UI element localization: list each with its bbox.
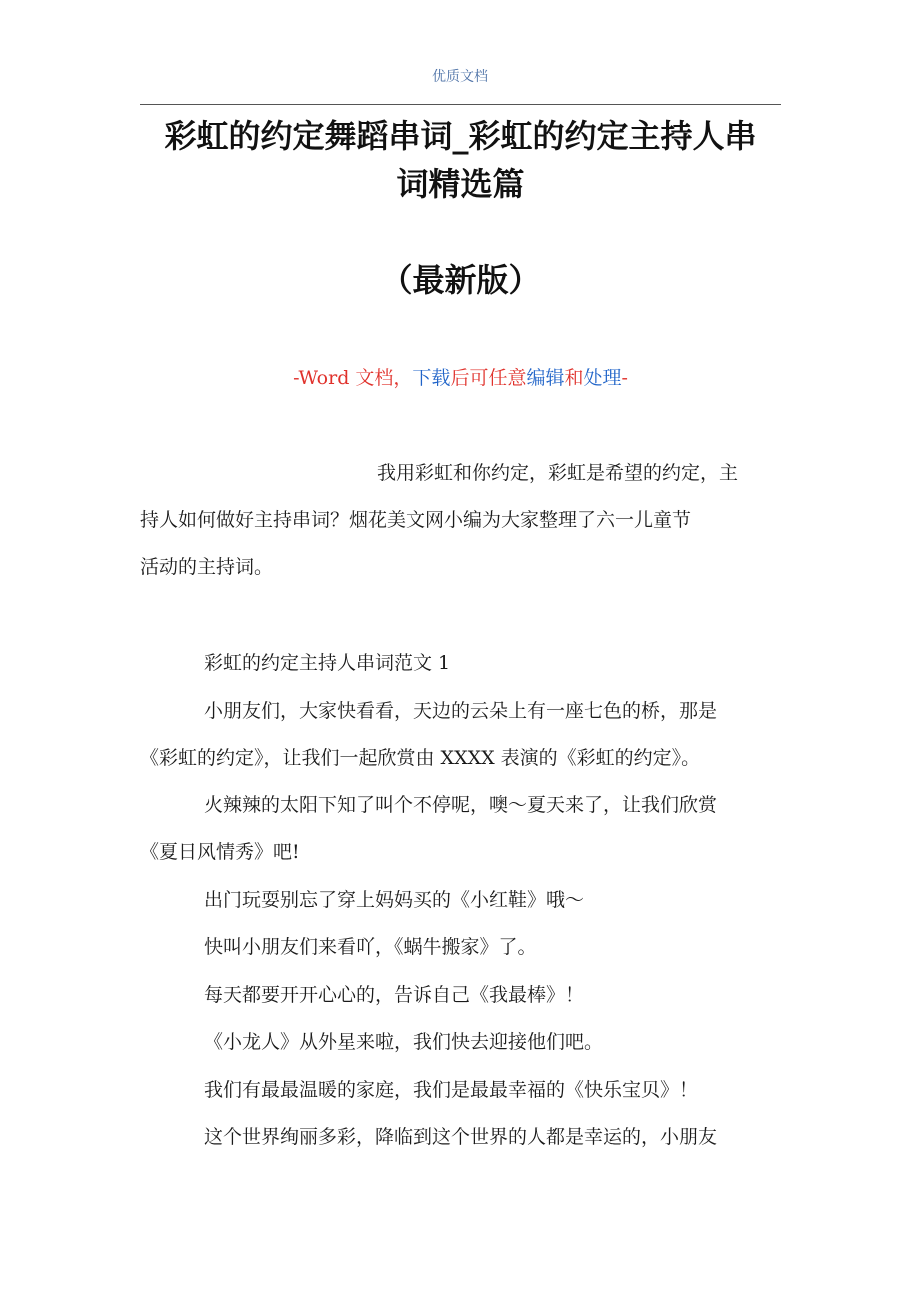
paragraph-line: 快叫小朋友们来看吖，《蜗牛搬家》了。 [204, 936, 537, 958]
intro-line-1: 我用彩虹和你约定，彩虹是希望的约定，主 [377, 462, 739, 484]
header-label: 优质文档 [432, 69, 488, 85]
title-line-1: 彩虹的约定舞蹈串词_彩虹的约定主持人串 [164, 117, 757, 155]
word-document-note [140, 364, 781, 392]
paragraph-line: 《夏日风情秀》吧! [140, 841, 300, 863]
paragraph-line: 《小龙人》从外星来啦，我们快去迎接他们吧。 [204, 1031, 604, 1053]
word-note-segment: 和 [564, 367, 584, 389]
paragraph-line: 小朋友们，大家快看看，天边的云朵上有一座七色的桥，那是 [204, 700, 718, 722]
paragraph-line: 每天都要开开心心的，告诉自己《我最棒》！ [204, 984, 585, 1006]
word-note-segment: 下载 [412, 367, 451, 389]
paragraph-line: 这个世界绚丽多彩，降临到这个世界的人都是幸运的，小朋友 [204, 1126, 718, 1148]
paragraph-line: 火辣辣的太阳下知了叫个不停呢，噢～夏天来了，让我们欣赏 [204, 794, 718, 816]
header-divider [140, 104, 781, 105]
word-note-segment: 处理 [583, 367, 622, 389]
word-note-segment: 编辑 [526, 367, 565, 389]
paragraph-line: 我们有最最温暖的家庭，我们是最最幸福的《快乐宝贝》！ [204, 1079, 699, 1101]
title-line-2: 词精选篇 [396, 165, 525, 203]
intro-line-3: 活动的主持词。 [140, 556, 274, 578]
paragraph-line: 《彩虹的约定》，让我们一起欣赏由 XXXX 表演的《彩虹的约定》。 [140, 747, 701, 769]
document-title [140, 112, 781, 208]
edition-label: （最新版） [380, 261, 541, 299]
word-note-segment: -Word 文档， [293, 367, 413, 389]
paragraph-line: 出门玩耍别忘了穿上妈妈买的《小红鞋》哦～ [204, 889, 585, 911]
section-heading: 彩虹的约定主持人串词范文 1 [204, 652, 451, 674]
word-note-segment: 后可任意 [450, 367, 527, 389]
intro-line-2: 持人如何做好主持串词？烟花美文网小编为大家整理了六一儿童节 [140, 509, 692, 531]
word-note-segment: - [621, 367, 628, 389]
